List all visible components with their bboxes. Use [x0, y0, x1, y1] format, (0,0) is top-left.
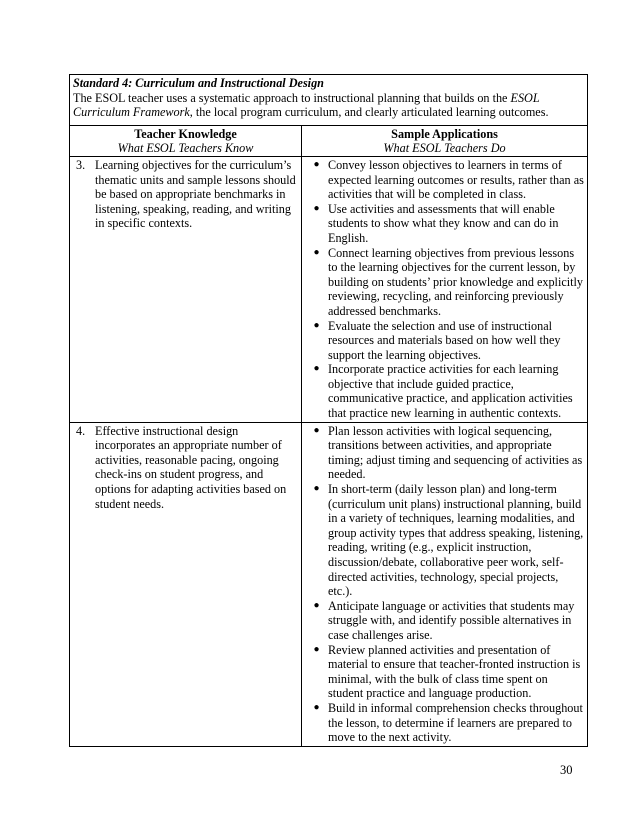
bullet-icon: ● — [313, 363, 320, 375]
standard-description-part1: The ESOL teacher uses a systematic approach to instructional planning that builds on the — [73, 90, 511, 105]
list-item — [305, 643, 584, 701]
bullet-icon: ● — [313, 643, 320, 655]
knowledge-cell — [70, 156, 302, 422]
list-item — [305, 362, 584, 420]
application-text: Build in informal comprehension checks throughout the lesson, to determine if learners are prepared to move to the next activity. — [328, 700, 583, 745]
application-text: Plan lesson activities with logical sequencing, transitions between activities, and appropriate timing; adjust timing and sequencing of activities as needed. — [328, 423, 583, 482]
column-header-knowledge — [70, 125, 302, 156]
standard-header-cell — [70, 75, 588, 126]
item-number: 3. — [76, 157, 86, 172]
table-row — [70, 156, 588, 422]
knowledge-item — [73, 158, 298, 231]
list-item — [305, 599, 584, 643]
knowledge-text: Learning objectives for the curriculum’s thematic units and sample lessons should be based on appropriate benchmarks in listening, speaking, reading, and writing in specific contexts. — [95, 157, 296, 231]
list-item — [305, 158, 584, 202]
list-item — [305, 701, 584, 745]
application-text: Incorporate practice activities for each learning objective that include guided practice, communicative practice, and application activities that practice new learning in authentic contexts. — [328, 362, 573, 421]
application-text: In short-term (daily lesson plan) and long-term (curriculum unit plans) instructional planning, build in a variety of techniques, learning modalities, and group activity types that address speaking, listening, reading, writing (e.g., explicit instruction, discussion/debate, collaborative peer work, self-directed activities, technology, special projects, etc.). — [328, 482, 584, 599]
standard-description-italic: ESOL Curriculum Framework — [73, 90, 540, 120]
bullet-icon: ● — [313, 246, 320, 258]
column-title-knowledge: Teacher Knowledge — [134, 126, 237, 141]
list-item — [305, 482, 584, 599]
applications-list — [305, 158, 584, 421]
knowledge-cell — [70, 422, 302, 746]
list-item — [305, 246, 584, 319]
list-item — [305, 202, 584, 246]
table-row — [70, 422, 588, 746]
bullet-icon: ● — [313, 202, 320, 214]
bullet-icon: ● — [313, 319, 320, 331]
column-subtitle-applications: What ESOL Teachers Do — [383, 141, 506, 156]
knowledge-text: Effective instructional design incorporates an appropriate number of activities, reasonable pacing, ongoing check-ins on student progress, and options for adapting activities based on student needs. — [95, 423, 287, 511]
bullet-icon: ● — [313, 599, 320, 611]
bullet-icon: ● — [313, 424, 320, 436]
standard-table — [69, 74, 588, 747]
bullet-icon: ● — [313, 701, 320, 713]
list-item — [305, 319, 584, 363]
column-header-row — [70, 125, 588, 156]
column-header-applications — [302, 125, 588, 156]
applications-list — [305, 424, 584, 745]
knowledge-item — [73, 424, 298, 512]
list-item — [305, 424, 584, 482]
application-text: Use activities and assessments that will enable students to show what they know and can do in English. — [328, 201, 559, 245]
item-number: 4. — [76, 423, 86, 438]
standard-title: Standard 4: Curriculum and Instructional Design — [73, 76, 324, 90]
bullet-icon: ● — [313, 483, 320, 495]
application-text: Review planned activities and presentation of material to ensure that teacher-fronted instruction is minimal, with the bulk of class time spent on student practice and language production. — [328, 642, 581, 701]
standard-header-row — [70, 75, 588, 126]
application-text: Convey lesson objectives to learners in terms of expected learning outcomes or results, rather than as activities that will be completed in class. — [328, 157, 584, 202]
application-text: Anticipate language or activities that students may struggle with, and identify possible alternatives in case challenges arise. — [328, 598, 575, 642]
applications-cell — [302, 156, 588, 422]
standard-description-part2: , the local program curriculum, and clearly articulated learning outcomes. — [189, 105, 549, 120]
application-text: Evaluate the selection and use of instructional resources and materials based on how well they support the learning objectives. — [328, 318, 561, 362]
standard-description — [73, 91, 584, 120]
column-subtitle-knowledge: What ESOL Teachers Know — [117, 141, 254, 156]
column-title-applications: Sample Applications — [391, 126, 498, 141]
application-text: Connect learning objectives from previous lessons to the learning objectives for the current lesson, by building on students’ prior knowledge and explicitly reviewing, recycling, and reinforcing previously addressed benchmarks. — [328, 245, 583, 318]
applications-cell — [302, 422, 588, 746]
page-number: 30 — [560, 763, 573, 777]
bullet-icon: ● — [313, 158, 320, 170]
